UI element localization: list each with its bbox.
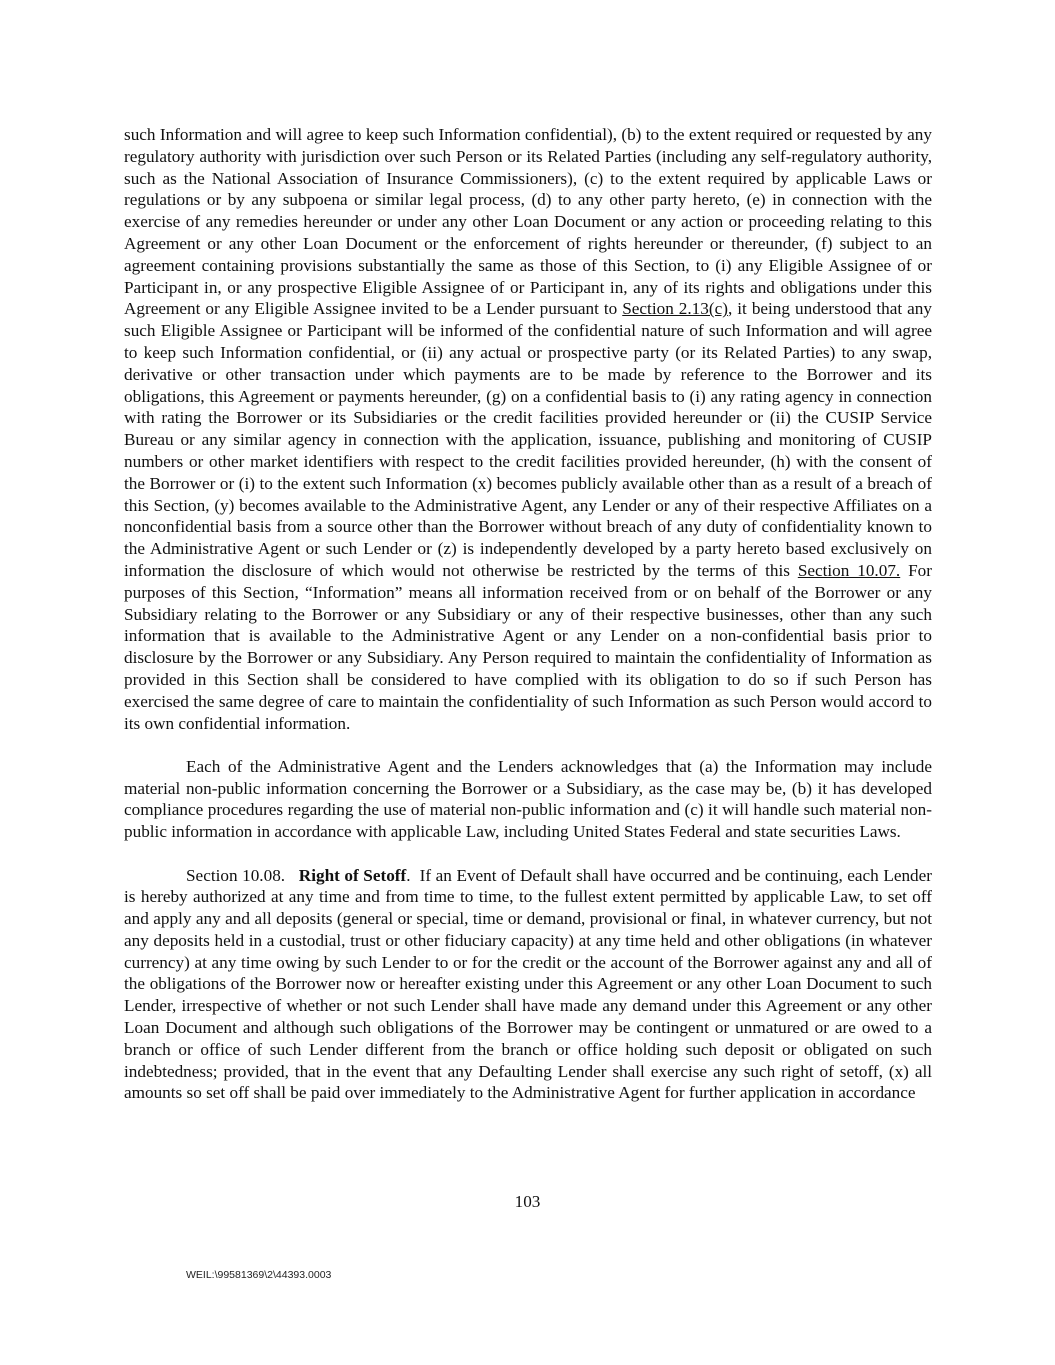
page-number: 103 [514, 1192, 541, 1211]
document-body [124, 124, 932, 1104]
section-reference-2-13c: Section 2.13(c) [622, 299, 728, 319]
section-title: Right of Setoff [298, 865, 407, 885]
section-10-08-paragraph [124, 865, 932, 1105]
section-number: Section 10.08. [186, 865, 286, 885]
paragraph-text: such Information and will agree to keep such Information confidential), (b) to the extent required or requested by any regulatory authority with jurisdiction over such Person or its Related Parties (including any self-regulatory authority, such as the National Association of Insurance Commissioners), (c) to the extent required by applicable Laws or regulations or by any subpoena or similar legal process, (d) to any other party hereto, (e) in connection with the exercise of any remedies hereunder or under any other Loan Document or any action or proceeding relating to this Agreement or any other Loan Document or the enforcement of rights hereunder or thereunder, (f) subject to an agreement containing provisions substantially the same as those of this Section, to (i) any Eligible Assignee of or Participant in, or any prospective Eligible Assignee of or Participant in, any of its rights and obligations under this Agreement or any Eligible Assignee invited to be a Lender pursuant to [124, 125, 932, 319]
paragraph-text: For purposes of this Section, “Information” means all information received from or on behalf of the Borrower or any Subsidiary relating to the Borrower or any Subsidiary or any of their respective businesses, other than any such information that is available to the Administrative Agent or any Lender on a non-confidential basis prior to disclosure by the Borrower or any Subsidiary. Any Person required to maintain the confidentiality of Information as provided in this Section shall be considered to have complied with its obligation to do so if such Person has exercised the same degree of care to maintain the confidentiality of such Information as such Person would accord to its own confidential information. [124, 560, 932, 733]
section-reference-10-07: Section 10.07. [797, 560, 901, 580]
paragraph-text: , it being understood that any such Eligible Assignee or Participant will be informed of the confidential nature of such Information and will agree to keep such Information confidential, or (ii) any actual or prospective party (or its Related Parties) to any swap, derivative or other transaction under which payments are to be made by reference to the Borrower and its obligations, this Agreement or payments hereunder, (g) on a confidential basis to (i) any rating agency in connection with rating the Borrower or its Subsidiaries or the credit facilities provided hereunder or (ii) the CUSIP Service Bureau or any similar agency in connection with the application, issuance, publishing and monitoring of CUSIP numbers or other market identifiers with respect to the credit facilities provided hereunder, (h) with the consent of the Borrower or (i) to the extent such Information (x) becomes publicly available other than as a result of a breach of this Section, (y) becomes available to the Administrative Agent, any Lender or any of their respective Affiliates on a nonconfidential basis from a source other than the Borrower without breach of any duty of confidentiality known to the Administrative Agent or such Lender or (z) is independently developed by a party hereto based exclusively on information the disclosure of which would not otherwise be restricted by the terms of this [124, 299, 932, 580]
section-text: If an Event of Default shall have occurred and be continuing, each Lender is hereby authorized at any time and from time to time, to the fullest extent permitted by applicable Law, to set off and apply any and all deposits (general or special, time or demand, provisional or final, in whatever currency, but not any deposits held in a custodial, trust or other fiduciary capacity) at any time held and other obligations (in whatever currency) at any time owing by such Lender to or for the credit or the account of the Borrower against any and all of the obligations of the Borrower now or hereafter existing under this Agreement or any other Loan Document to such Lender, irrespective of whether or not such Lender shall have made any demand under this Agreement or any other Loan Document and although such obligations of the Borrower may be contingent or unmatured or are owed to a branch or office of such Lender different from the branch or office holding such deposit or obligated on such indebtedness; provided, that in the event that any Defaulting Lender shall exercise any such right of setoff, (x) all amounts so set off shall be paid over immediately to the Administrative Agent for further application in accordance [124, 865, 933, 1103]
document-id: WEIL:\99581369\2\44393.0003 [186, 1269, 332, 1281]
confidentiality-paragraph [124, 124, 932, 734]
acknowledgement-paragraph: Each of the Administrative Agent and the Lenders acknowledges that (a) the Information may include material non-public information concerning the Borrower or a Subsidiary, as the case may be, (b) it has developed compliance procedures regarding the use of material non-public information and (c) it will handle such material non-public information in accordance with applicable Law, including United States Federal and state securities Laws. [124, 756, 932, 842]
section-title-period: . [406, 865, 411, 885]
